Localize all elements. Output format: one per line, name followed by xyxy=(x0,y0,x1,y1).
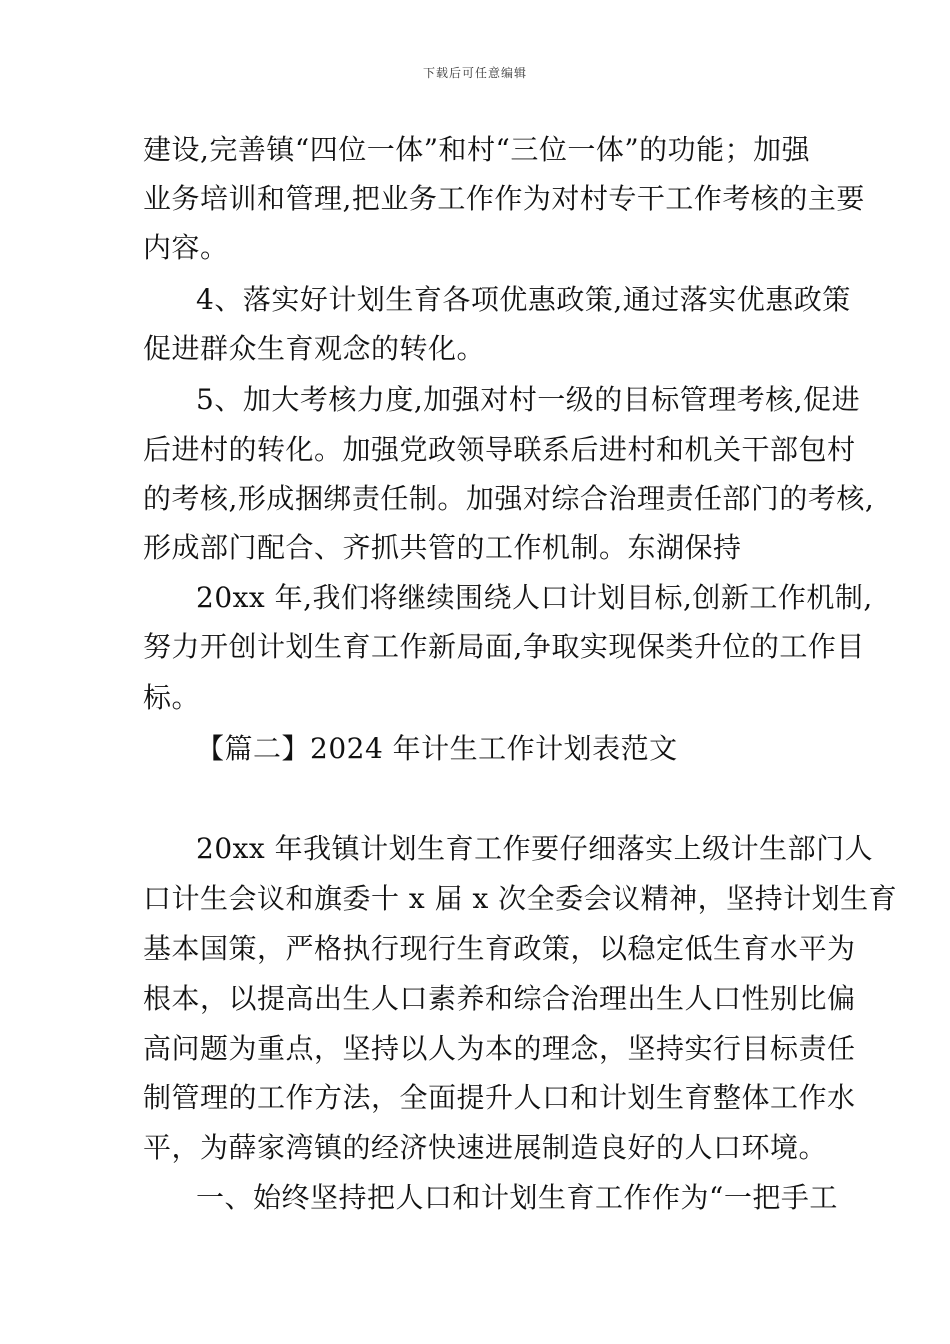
text-line: 努力开创计划生育工作新局面,争取实现保类升位的工作目 xyxy=(143,630,865,663)
text-line: 建设,完善镇“四位一体”和村“三位一体”的功能；加强 xyxy=(143,133,811,166)
text-line: 一、始终坚持把人口和计划生育工作作为“一把手工 xyxy=(196,1181,838,1214)
text-line: 高问题为重点，坚持以人为本的理念，坚持实行目标责任 xyxy=(143,1032,856,1065)
text-line: 形成部门配合、齐抓共管的工作机制。东湖保持 xyxy=(143,531,742,564)
text-line: 平，为薛家湾镇的经济快速进展制造良好的人口环境。 xyxy=(143,1131,828,1164)
text-line: 口计生会议和旗委十 x 届 x 次全委会议精神，坚持计划生育 xyxy=(143,882,898,915)
page-header: 下载后可任意编辑 xyxy=(422,66,527,80)
section-heading: 【篇二】2024 年计生工作计划表范文 xyxy=(196,732,678,765)
text-line: 标。 xyxy=(143,681,201,714)
text-line: 基本国策，严格执行现行生育政策，以稳定低生育水平为 xyxy=(143,932,856,965)
text-line: 的考核,形成捆绑责任制。加强对综合治理责任部门的考核, xyxy=(143,482,875,515)
text-line: 20xx 年,我们将继续围绕人口计划目标,创新工作机制, xyxy=(196,581,873,614)
text-line: 促进群众生育观念的转化。 xyxy=(143,332,486,365)
text-line: 20xx 年我镇计划生育工作要仔细落实上级计生部门人 xyxy=(196,832,874,865)
text-line: 5、加大考核力度,加强对村一级的目标管理考核,促进 xyxy=(196,383,861,416)
text-line: 根本，以提高出生人口素养和综合治理出生人口性别比偏 xyxy=(143,982,856,1015)
text-line: 业务培训和管理,把业务工作作为对村专干工作考核的主要 xyxy=(143,182,865,215)
text-line: 制管理的工作方法，全面提升人口和计划生育整体工作水 xyxy=(143,1081,856,1114)
text-line: 内容。 xyxy=(143,231,229,264)
text-line: 4、落实好计划生育各项优惠政策,通过落实优惠政策 xyxy=(196,283,851,316)
text-line: 后进村的转化。加强党政领导联系后进村和机关干部包村 xyxy=(143,433,856,466)
